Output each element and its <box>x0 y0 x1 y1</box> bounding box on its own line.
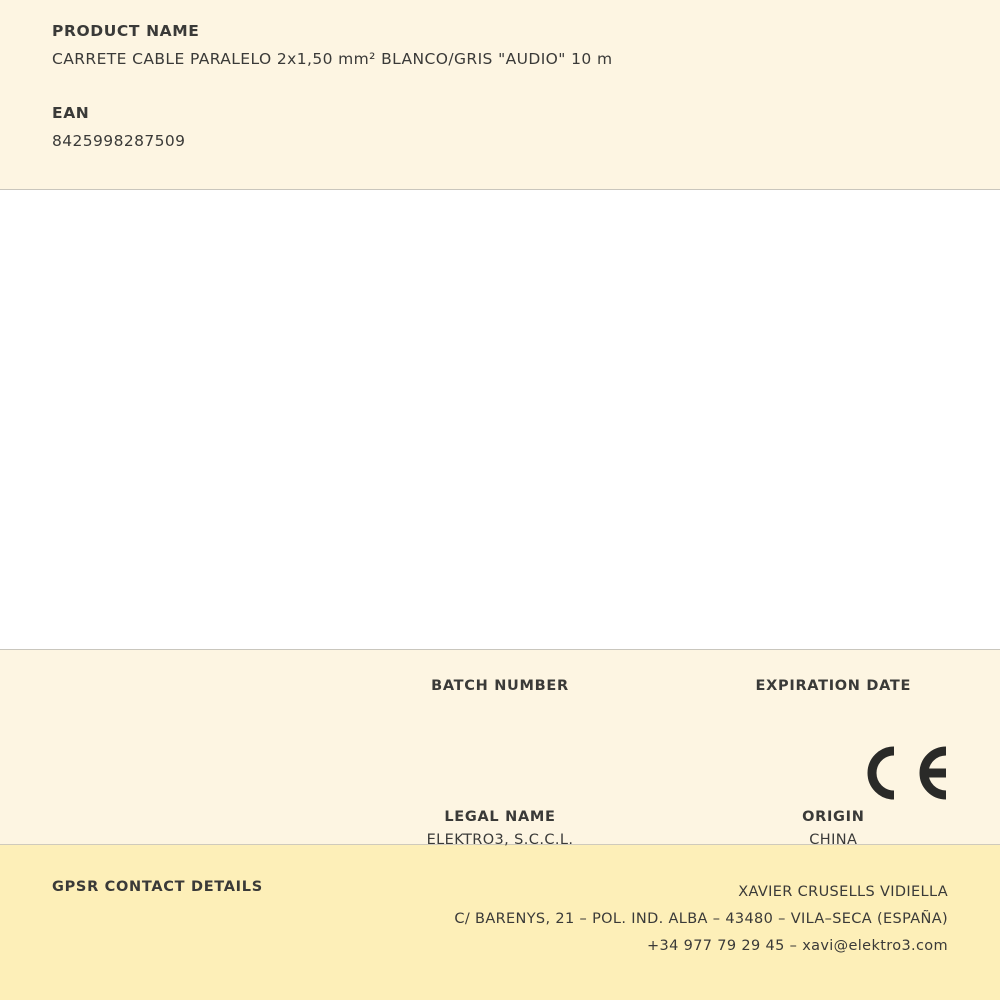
gpsr-contact-phone-email: +34 977 79 29 45 – xavi@elektro3.com <box>647 938 948 954</box>
ce-mark-icon <box>862 742 948 804</box>
spacer-cell <box>0 678 333 719</box>
product-name-label: PRODUCT NAME <box>52 22 200 40</box>
product-image-area <box>0 190 1000 650</box>
batch-number-cell <box>333 678 666 719</box>
ean-value: 8425998287509 <box>52 132 186 150</box>
gpsr-contact-details <box>454 879 948 960</box>
expiration-date-value <box>677 701 990 719</box>
gpsr-contact-label: GPSR CONTACT DETAILS <box>52 879 263 895</box>
origin-cell <box>667 809 1000 850</box>
ean-label: EAN <box>52 104 90 122</box>
expiration-date-cell <box>667 678 1000 719</box>
details-row-two <box>0 781 1000 850</box>
legal-name-cell <box>333 809 666 850</box>
origin-label: ORIGIN <box>802 809 865 825</box>
batch-number-label: BATCH NUMBER <box>431 678 569 694</box>
gpsr-contact-address: C/ BARENYS, 21 – POL. IND. ALBA – 43480 – VILA–SECA (ESPAÑA) <box>454 911 948 927</box>
gpsr-contact-name: XAVIER CRUSELLS VIDIELLA <box>738 884 948 900</box>
product-header-block <box>0 0 1000 190</box>
origin-value: CHINA <box>809 832 858 848</box>
gpsr-footer <box>0 845 1000 1000</box>
spacer-cell-two <box>0 809 333 850</box>
legal-name-value: ELEKTRO3, S.C.C.L. <box>426 832 574 848</box>
expiration-date-label: EXPIRATION DATE <box>755 678 912 694</box>
product-name-group <box>52 22 948 68</box>
ean-group <box>52 104 948 150</box>
batch-number-value <box>343 701 656 719</box>
product-name-value: CARRETE CABLE PARALELO 2x1,50 mm² BLANCO/GRIS "AUDIO" 10 m <box>52 50 613 68</box>
product-details-block <box>0 650 1000 848</box>
details-row-one <box>0 650 1000 719</box>
legal-name-label: LEGAL NAME <box>444 809 556 825</box>
